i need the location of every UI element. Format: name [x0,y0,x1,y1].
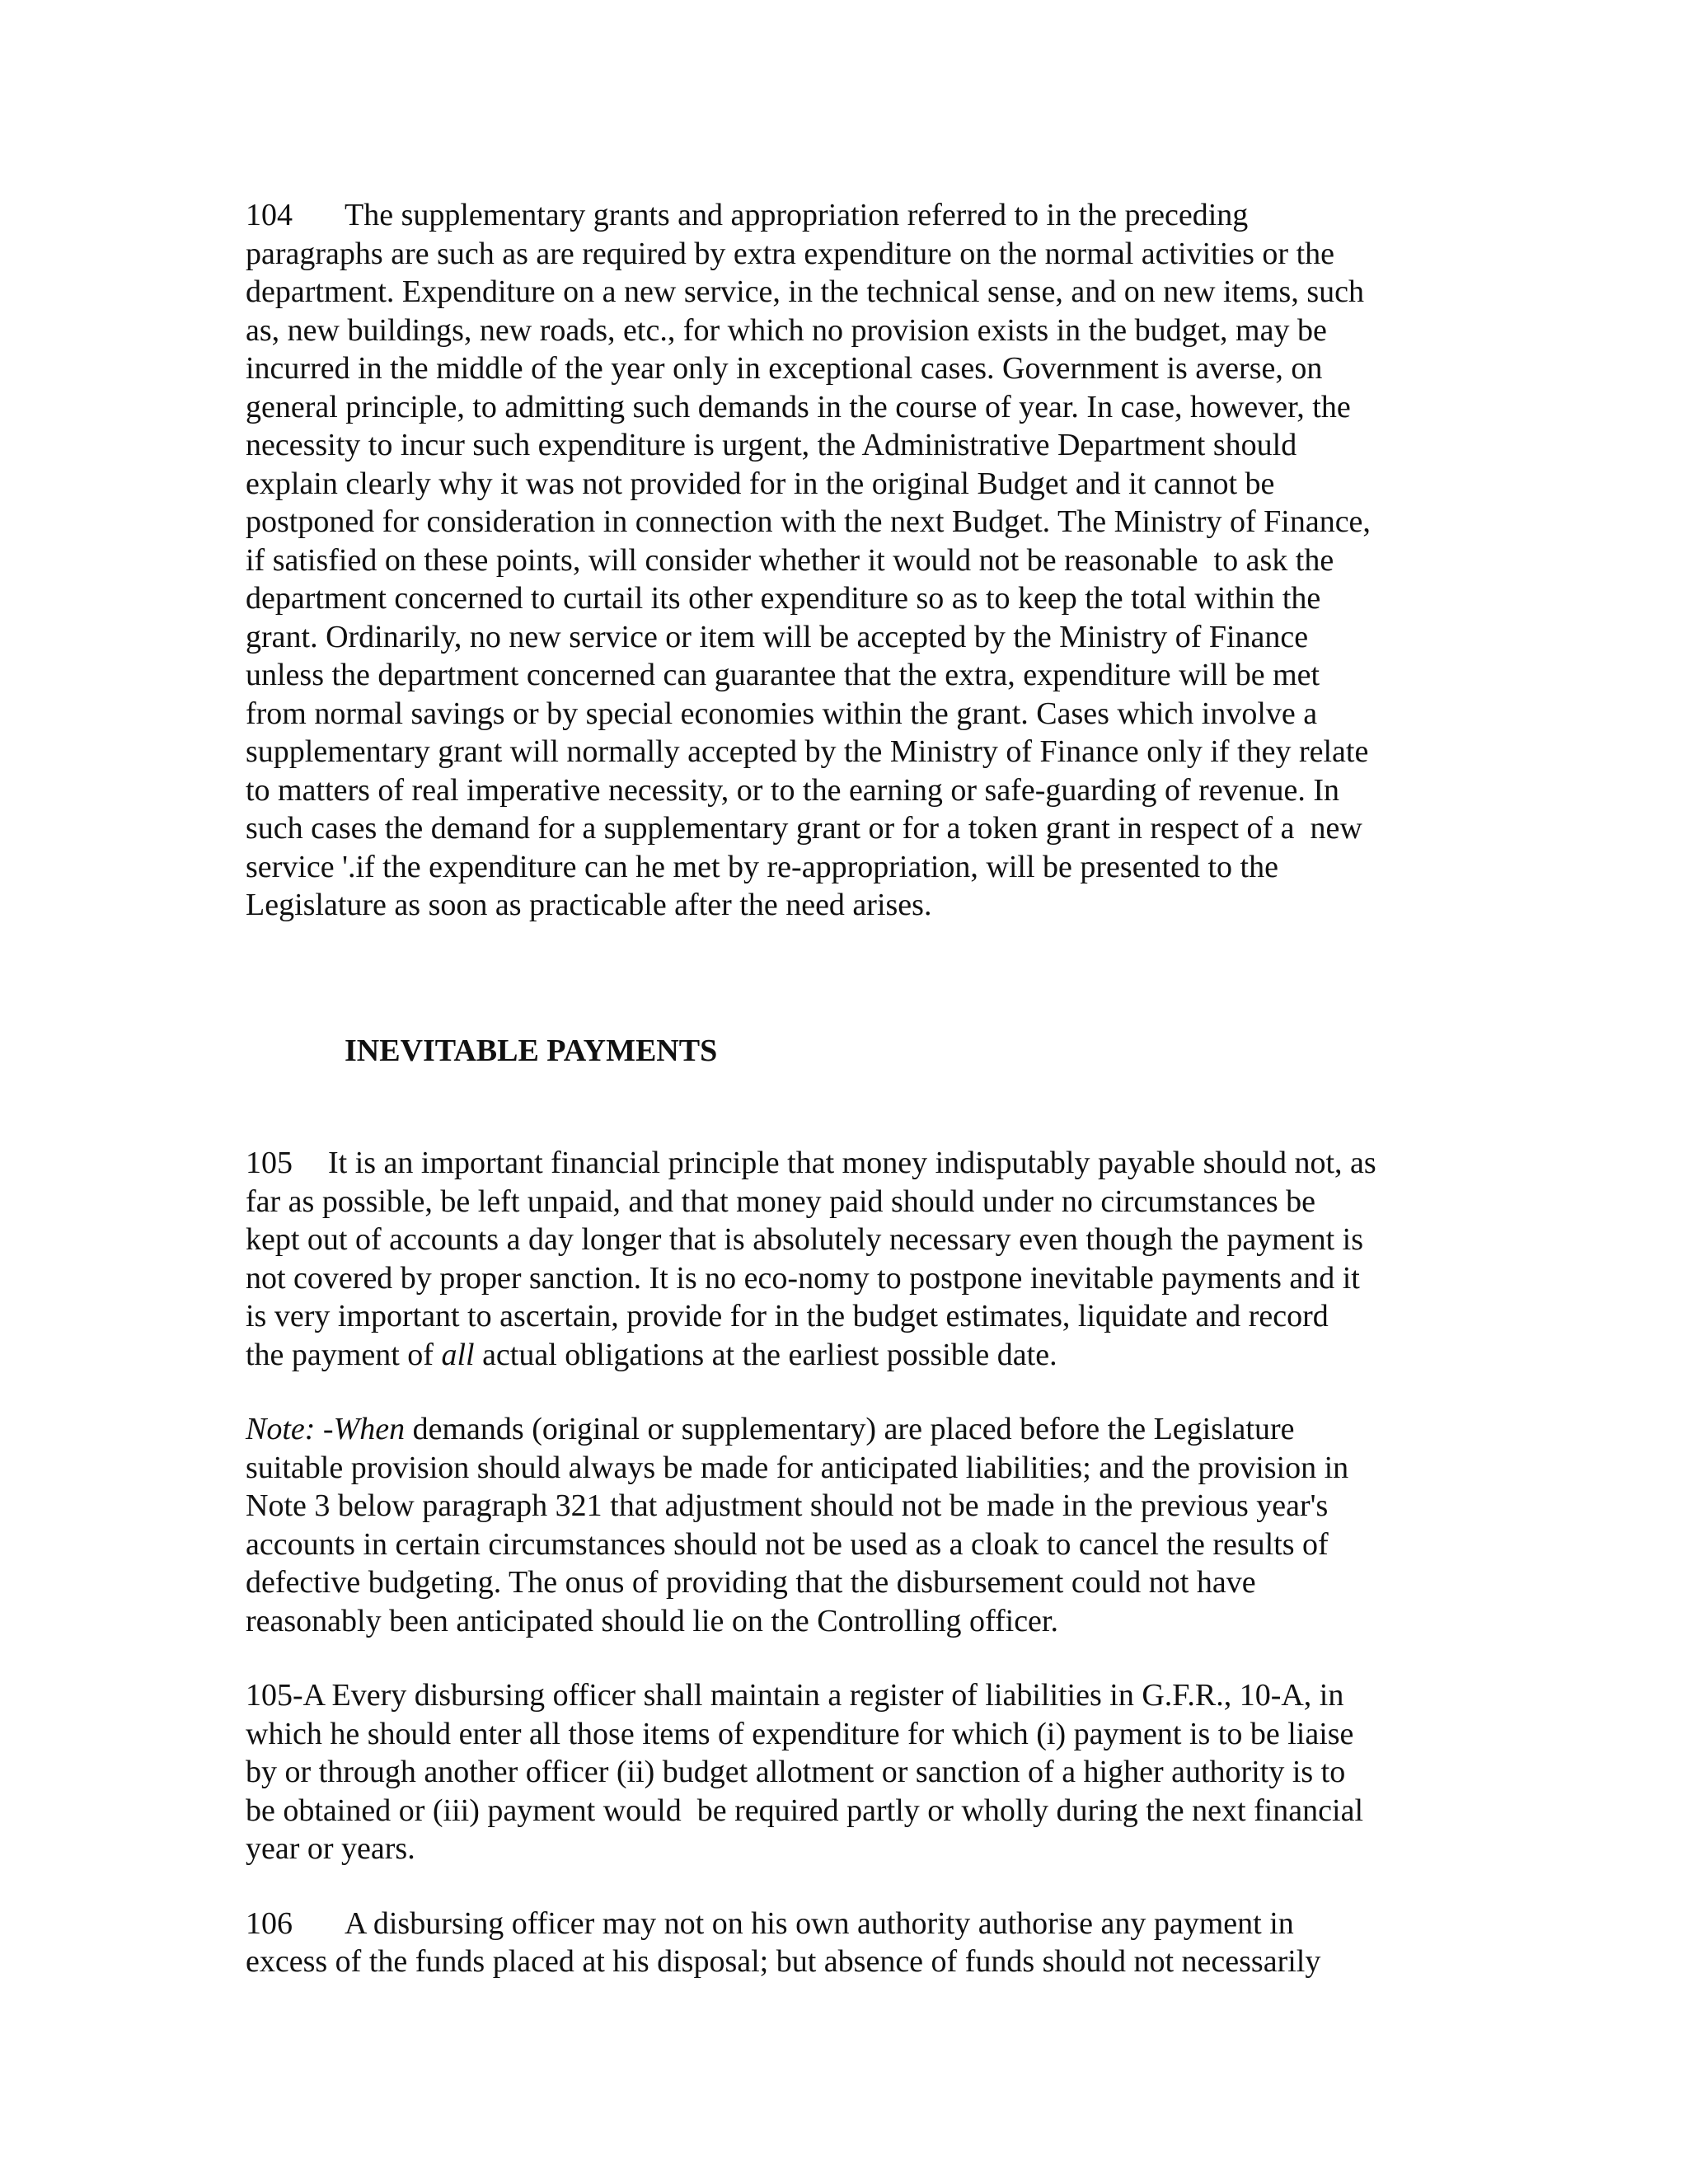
paragraph-line: Note: -When demands (original or supplementary) are placed before the Legislature [246,1412,1295,1446]
paragraph-line: paragraphs are such as are required by extra expenditure on the normal activities or the [246,236,1335,271]
paragraph-line: such cases the demand for a supplementary grant or for a token grant in respect of a new [246,811,1362,846]
paragraph-line: postponed for consideration in connection with the next Budget. The Ministry of Finance, [246,504,1371,539]
paragraph-105a [246,1676,1449,1868]
paragraph-line: as, new buildings, new roads, etc., for which no provision exists in the budget, may be [246,312,1327,348]
emphasis-text: all [441,1337,475,1372]
section-heading: INEVITABLE PAYMENTS [345,1033,718,1068]
paragraph-line: 105-A Every disbursing officer shall maintain a register of liabilities in G.F.R., 10-A, in [246,1678,1344,1713]
paragraph-line: department. Expenditure on a new service, in the technical sense, and on new items, such [246,274,1364,309]
paragraph-line: defective budgeting. The onus of providing that the disbursement could not have [246,1565,1256,1600]
paragraph-line: supplementary grant will normally accepted by the Ministry of Finance only if they relate [246,734,1369,769]
paragraph-line: explain clearly why it was not provided for in the original Budget and it cannot be [246,466,1275,501]
paragraph-106 [246,1905,1449,1981]
paragraph-line: far as possible, be left unpaid, and that money paid should under no circumstances be [246,1183,1315,1219]
paragraph-line: be obtained or (iii) payment would be required partly or wholly during the next financial [246,1793,1363,1828]
paragraph-number: 106 [246,1905,293,1941]
paragraph-line: suitable provision should always be made for anticipated liabilities; and the provision in [246,1450,1349,1485]
paragraph-line: Legislature as soon as practicable after the need arises. [246,888,932,922]
document-page [246,196,1449,1981]
paragraph-line: necessity to incur such expenditure is urgent, the Administrative Department should [246,428,1297,462]
paragraph-line: 105 It is an important financial principle that money indisputably payable should not, as [246,1144,1449,1183]
note-label: Note: -When [246,1412,406,1446]
note-paragraph [246,1410,1449,1640]
paragraph-number: 104 [246,198,293,232]
paragraph-line: is very important to ascertain, provide for in the budget estimates, liquidate and record [246,1299,1329,1333]
paragraph-105 [246,1144,1449,1374]
paragraph-line: service '.if the expenditure can he met by re-appropriation, will be presented to the [246,849,1278,884]
paragraph-line: accounts in certain circumstances should not be used as a cloak to cancel the results of [246,1526,1329,1562]
paragraph-line: excess of the funds placed at his disposal; but absence of funds should not necessarily [246,1944,1321,1979]
paragraph-line: to matters of real imperative necessity, or to the earning or safe-guarding of revenue. In [246,772,1340,808]
paragraph-line: general principle, to admitting such demands in the course of year. In case, however, the [246,389,1351,424]
paragraph-line: which he should enter all those items of expenditure for which (i) payment is to be liaise [246,1716,1354,1751]
paragraph-line: reasonably been anticipated should lie on the Controlling officer. [246,1603,1058,1638]
paragraph-line: incurred in the middle of the year only in exceptional cases. Government is averse, on [246,351,1323,386]
paragraph-line: Note 3 below paragraph 321 that adjustment should not be made in the previous year's [246,1488,1329,1523]
paragraph-line: if satisfied on these points, will consider whether it would not be reasonable to ask the [246,542,1334,578]
paragraph-line: by or through another officer (ii) budget allotment or sanction of a higher authority is to [246,1755,1346,1789]
paragraph-line: 106 A disbursing officer may not on his own authority authorise any payment in [246,1905,1449,1943]
paragraph-line: from normal savings or by special economies within the grant. Cases which involve a [246,696,1318,731]
paragraph-line: year or years. [246,1831,415,1866]
paragraph-line: department concerned to curtail its other expenditure so as to keep the total within the [246,581,1321,616]
paragraph-line: the payment of all actual obligations at the earliest possible date. [246,1337,1057,1372]
paragraph-number: 105 [246,1146,293,1180]
paragraph-line: kept out of accounts a day longer that is absolutely necessary even though the payment is [246,1222,1364,1257]
paragraph-line: 104 The supplementary grants and appropriation referred to in the preceding [246,196,1449,235]
paragraph-104 [246,196,1449,925]
paragraph-line: not covered by proper sanction. It is no eco-nomy to postpone inevitable payments and it [246,1260,1360,1296]
paragraph-line: grant. Ordinarily, no new service or item will be accepted by the Ministry of Finance [246,619,1309,654]
paragraph-line: unless the department concerned can guarantee that the extra, expenditure will be met [246,658,1320,692]
